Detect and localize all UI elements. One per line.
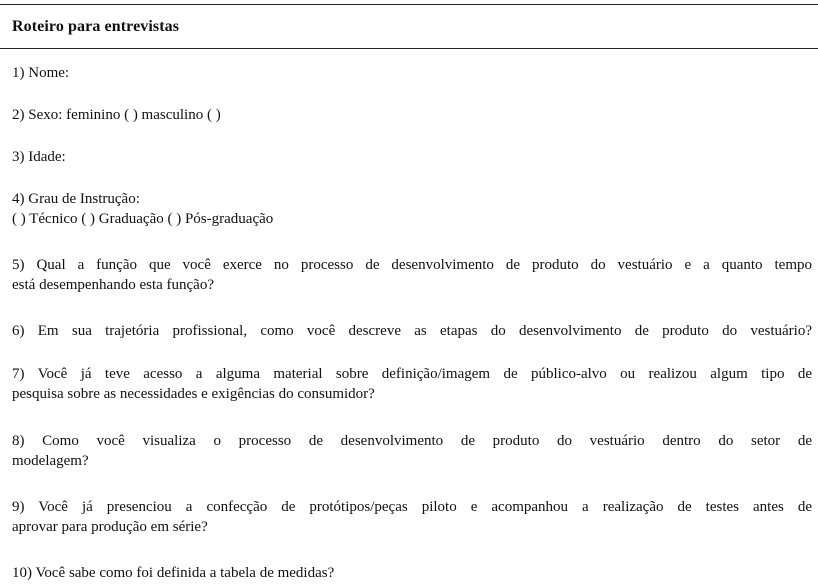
question-9 bbox=[12, 497, 812, 537]
question-6-line-1: 6) Em sua trajetória profissional, como você descreve as etapas do desenvolvimento de produto do vestuário? bbox=[12, 323, 812, 339]
question-2-line-1: 2) Sexo: feminino ( ) masculino ( ) bbox=[12, 107, 221, 123]
question-2 bbox=[12, 105, 812, 125]
question-4-line-2: ( ) Técnico ( ) Graduação ( ) Pós-graduação bbox=[12, 211, 274, 227]
question-8-line-2: modelagem? bbox=[12, 453, 89, 469]
question-8 bbox=[12, 431, 812, 471]
question-6 bbox=[12, 321, 812, 341]
question-1 bbox=[12, 63, 812, 83]
question-10-line-1: 10) Você sabe como foi definida a tabela de medidas? bbox=[12, 565, 335, 581]
question-5 bbox=[12, 255, 812, 295]
question-3 bbox=[12, 147, 812, 167]
question-9-line-2: aprovar para produção em série? bbox=[12, 519, 208, 535]
header-rule bbox=[0, 48, 818, 49]
question-1-line-1: 1) Nome: bbox=[12, 65, 70, 81]
question-3-line-1: 3) Idade: bbox=[12, 149, 66, 165]
question-8-line-1: 8) Como você visualiza o processo de desenvolvimento de produto do vestuário dentro do setor de bbox=[12, 433, 812, 449]
question-10 bbox=[12, 563, 812, 583]
document-title: Roteiro para entrevistas bbox=[12, 18, 180, 35]
question-4-line-1: 4) Grau de Instrução: bbox=[12, 191, 140, 207]
question-7 bbox=[12, 364, 812, 404]
question-7-line-2: pesquisa sobre as necessidades e exigências do consumidor? bbox=[12, 386, 375, 402]
question-7-line-1: 7) Você já teve acesso a alguma material sobre definição/imagem de público-alvo ou realizou algum tipo de bbox=[12, 366, 812, 382]
question-5-line-2: está desempenhando esta função? bbox=[12, 277, 214, 293]
question-9-line-1: 9) Você já presenciou a confecção de protótipos/peças piloto e acompanhou a realização de testes antes de bbox=[12, 499, 812, 515]
top-rule bbox=[0, 4, 818, 5]
question-4 bbox=[12, 189, 812, 229]
question-5-line-1: 5) Qual a função que você exerce no processo de desenvolvimento de produto do vestuário e a quanto tempo bbox=[12, 257, 812, 273]
